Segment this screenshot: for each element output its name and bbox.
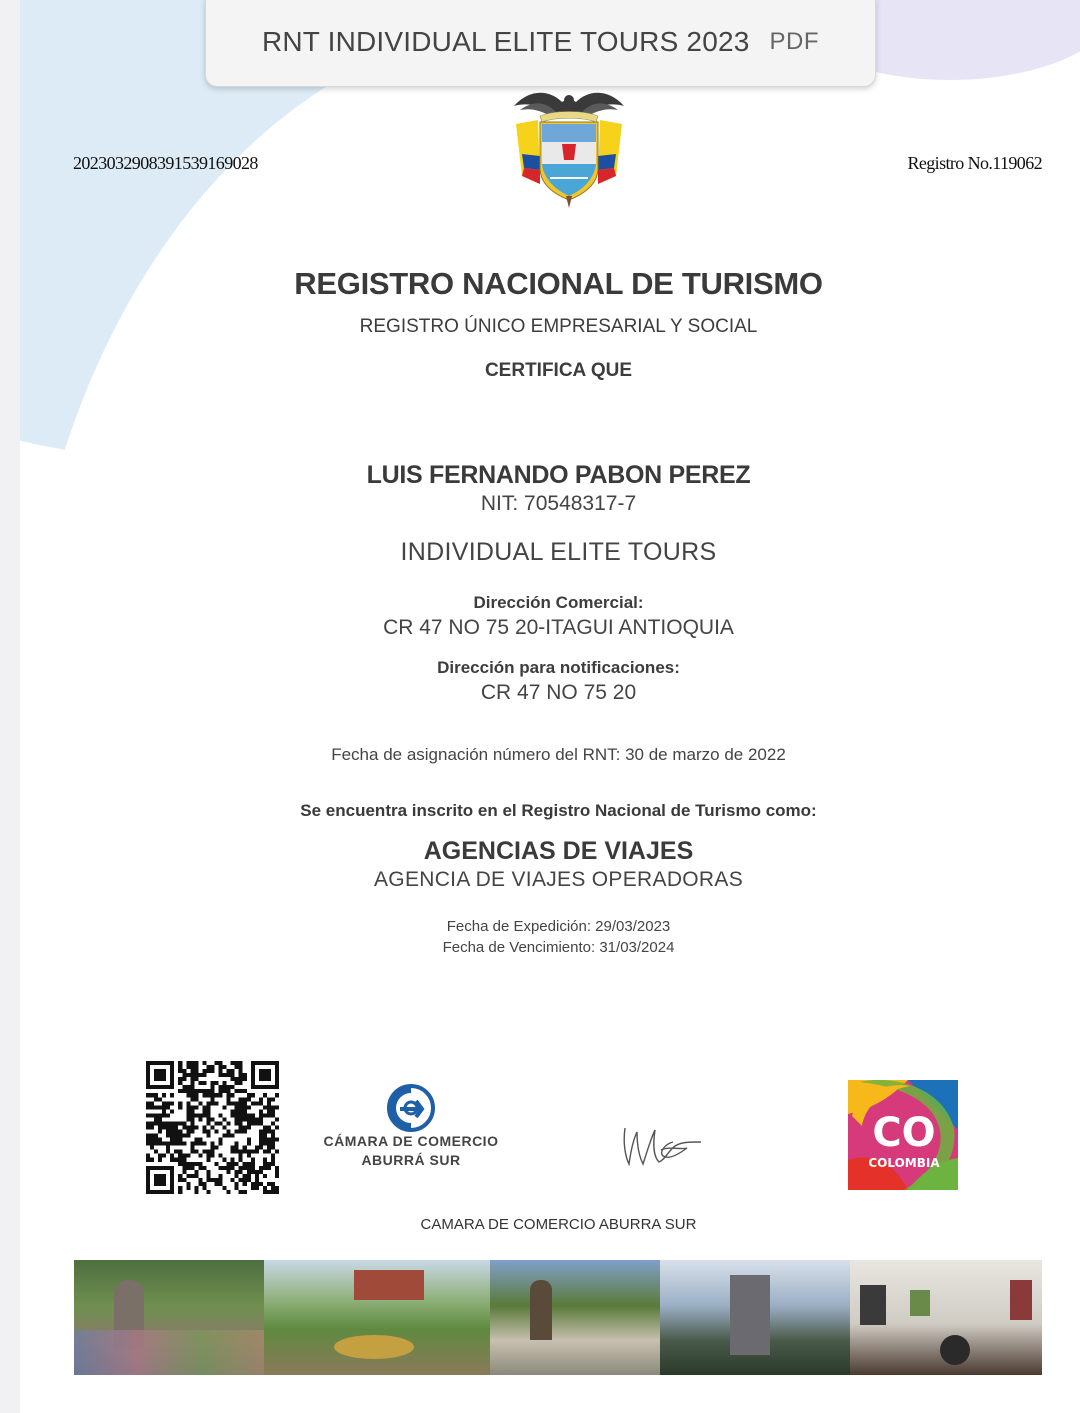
certificate-heading: REGISTRO NACIONAL DE TURISMO [294, 266, 823, 301]
page-background-shape [20, 20, 1080, 1413]
direccion-notificaciones-value: CR 47 NO 75 20 [480, 681, 637, 704]
coat-of-arms-icon [510, 84, 628, 208]
camara-comercio-logo [320, 1083, 502, 1173]
certificate-subheading: REGISTRO ÚNICO EMPRESARIAL Y SOCIAL [359, 316, 758, 337]
direccion-notificaciones-label: Dirección para notificaciones: [437, 658, 680, 677]
certifica-label: CERTIFICA QUE [484, 360, 633, 381]
photo-plaza [74, 1260, 264, 1375]
camara-caption: CAMARA DE COMERCIO ABURRA SUR [420, 1216, 697, 1233]
co-text: CO [872, 1110, 936, 1156]
holder-name: LUIS FERNANDO PABON PEREZ [366, 461, 751, 489]
photo-fountain-garden [264, 1260, 490, 1375]
fecha-vencimiento: Fecha de Vencimiento: 31/03/2024 [442, 939, 675, 956]
qr-code-icon [146, 1061, 279, 1194]
colombia-text: COLOMBIA [868, 1156, 940, 1170]
signature-icon [617, 1120, 707, 1170]
inscrito-statement: Se encuentra inscrito en el Registro Nacional de Turismo como: [300, 801, 817, 820]
registro-number: Registro No.119062 [907, 153, 1042, 173]
photo-strip [74, 1260, 1042, 1375]
document-title: RNT INDIVIDUAL ELITE TOURS 2023 [261, 26, 750, 57]
certificate-code: 2023032908391539169028 [73, 153, 258, 173]
photo-gallery [850, 1260, 1042, 1375]
direccion-comercial-value: CR 47 NO 75 20-ITAGUI ANTIOQUIA [383, 616, 734, 639]
direccion-comercial-label: Dirección Comercial: [473, 593, 644, 612]
fecha-asignacion: Fecha de asignación número del RNT: 30 de marzo de 2022 [331, 745, 786, 764]
file-type-badge: PDF [769, 28, 820, 55]
co-colombia-logo-icon [848, 1080, 958, 1190]
nit-value: NIT: 70548317-7 [480, 492, 637, 515]
photo-church [660, 1260, 850, 1375]
subcategory: AGENCIA DE VIAJES OPERADORAS [374, 868, 743, 891]
camara-name-line2: ABURRÁ SUR [361, 1152, 461, 1168]
camara-comercio-logo-icon [386, 1083, 436, 1133]
camara-name-line1: CÁMARA DE COMERCIO [323, 1133, 499, 1149]
viewer-title-bar[interactable] [205, 0, 876, 87]
category: AGENCIAS DE VIAJES [423, 837, 694, 865]
company-name: INDIVIDUAL ELITE TOURS [400, 538, 717, 566]
fecha-expedicion: Fecha de Expedición: 29/03/2023 [446, 918, 671, 935]
pdf-page [20, 0, 1080, 1413]
photo-statue [490, 1260, 660, 1375]
